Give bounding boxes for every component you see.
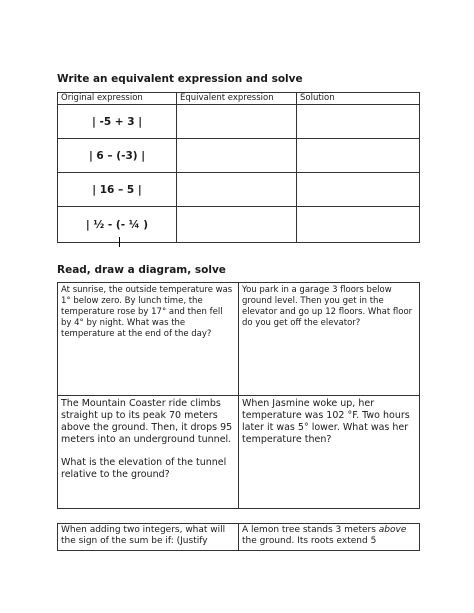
table-row xyxy=(58,283,420,396)
equivalent-expression-cell[interactable] xyxy=(177,207,297,243)
column-header-original: Original expression xyxy=(58,93,177,105)
table-row xyxy=(58,396,420,509)
problem-cell-integers[interactable] xyxy=(58,524,239,551)
problem-text-line: later it was 5° lower. What was her xyxy=(242,422,409,433)
problem-text-line: When adding two integers, what will xyxy=(61,525,226,535)
table-row xyxy=(58,524,420,551)
problem-cell-sunrise[interactable] xyxy=(58,283,239,396)
problem-text-line: do you get off the elevator? xyxy=(242,318,361,328)
emphasis-above: above xyxy=(378,525,407,535)
problem-text-line: ground level. Then you get in the xyxy=(242,296,384,306)
expression-table xyxy=(57,92,420,243)
problem-text-line: temperature rose by 17° and then fell xyxy=(61,307,223,317)
solution-cell[interactable] xyxy=(297,105,420,139)
original-expression-cell xyxy=(58,207,177,243)
original-expression: | -5 + 3 | xyxy=(58,105,177,139)
text-cursor xyxy=(119,237,120,247)
column-header-equivalent: Equivalent expression xyxy=(177,93,297,105)
table-row xyxy=(58,139,420,173)
problem-text-line: When Jasmine woke up, her xyxy=(242,398,375,409)
solution-cell[interactable] xyxy=(297,207,420,243)
original-expression: | 16 – 5 | xyxy=(58,173,177,207)
table-row xyxy=(58,207,420,243)
word-problem-table xyxy=(57,282,420,509)
problem-text-line: 1° below zero. By lunch time, the xyxy=(61,296,203,306)
problem-cell-garage[interactable] xyxy=(239,283,420,396)
section-heading-diagram: Read, draw a diagram, solve xyxy=(57,264,226,276)
problem-question-line: What is the elevation of the tunnel xyxy=(61,457,227,468)
lemon-text-start: A lemon tree stands 3 meters xyxy=(242,525,379,535)
original-expression: | 6 – (-3) | xyxy=(58,139,177,173)
problem-text-line xyxy=(242,525,416,536)
equivalent-expression-cell[interactable] xyxy=(177,105,297,139)
equivalent-expression-cell[interactable] xyxy=(177,139,297,173)
table-row xyxy=(58,105,420,139)
original-expression-text: | ½ - (- ¼ ) xyxy=(85,218,149,231)
problem-text-line: temperature was 102 °F. Two hours xyxy=(242,410,410,421)
problem-text-line: the sign of the sum be if: (Justify xyxy=(61,536,208,546)
problem-text-line: At sunrise, the outside temperature was xyxy=(61,285,233,295)
problem-text-line: temperature at the end of the day? xyxy=(61,329,212,339)
problem-text-line: by 4° by night. What was the xyxy=(61,318,186,328)
problem-cell-jasmine[interactable] xyxy=(239,396,420,509)
problem-text-line: above the ground. Then, it drops 95 xyxy=(61,422,233,433)
table-row xyxy=(58,173,420,207)
solution-cell[interactable] xyxy=(297,173,420,207)
solution-cell[interactable] xyxy=(297,139,420,173)
problem-text-line: elevator and go up 12 floors. What floor xyxy=(242,307,413,317)
section-heading-equivalent: Write an equivalent expression and solve xyxy=(57,73,303,85)
original-expression xyxy=(86,219,148,231)
problem-text-line: meters into an underground tunnel. xyxy=(61,434,232,445)
column-header-solution: Solution xyxy=(297,93,420,105)
equivalent-expression-cell[interactable] xyxy=(177,173,297,207)
problem-text-line: temperature then? xyxy=(242,434,332,445)
problem-text-line: The Mountain Coaster ride climbs xyxy=(61,398,221,409)
paragraph-gap xyxy=(61,446,235,457)
problem-question-line: relative to the ground? xyxy=(61,469,170,480)
problem-text-line: the ground. Its roots extend 5 xyxy=(242,536,377,546)
bonus-problem-table xyxy=(57,523,420,551)
table-header-row xyxy=(58,93,420,105)
problem-text-line: straight up to its peak 70 meters xyxy=(61,410,218,421)
problem-cell-lemon-tree[interactable] xyxy=(239,524,420,551)
problem-cell-coaster[interactable] xyxy=(58,396,239,509)
problem-text-line: You park in a garage 3 floors below xyxy=(242,285,392,295)
